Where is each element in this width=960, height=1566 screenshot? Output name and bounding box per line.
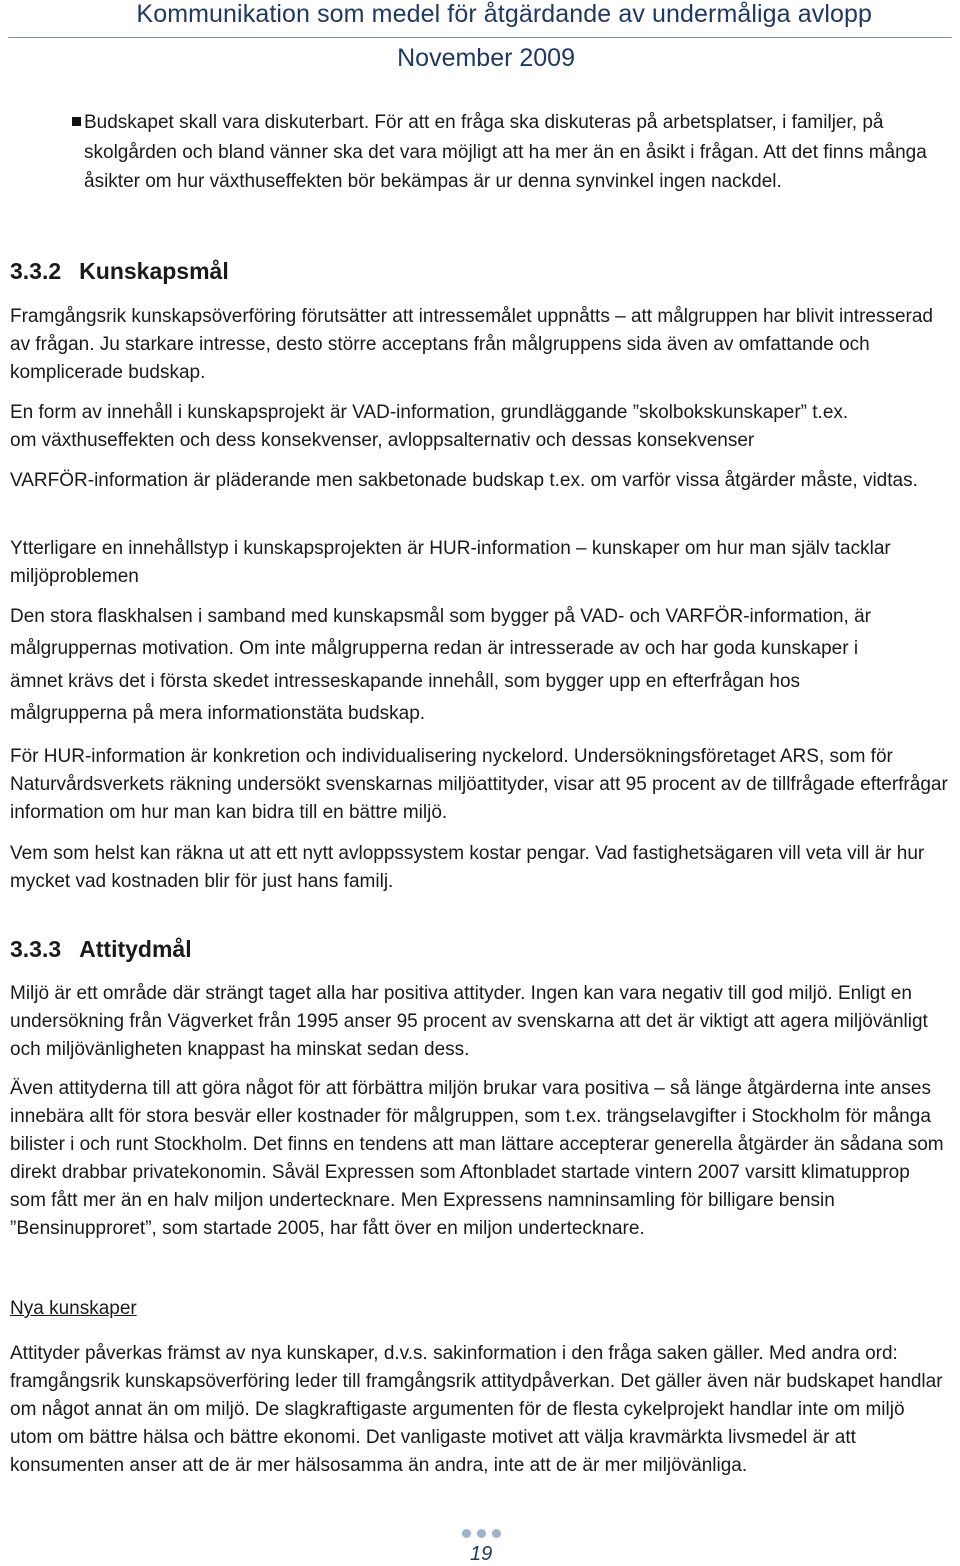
paragraph-text: målgrupperna på mera informationstäta budskap. xyxy=(10,703,426,724)
section-title: Kunskapsmål xyxy=(79,258,229,284)
paragraph xyxy=(10,427,950,455)
paragraph-text: Framgångsrik kunskapsöverföring förutsätter att intressemålet uppnåtts – att målgruppen har blivit intresserad av frågan. Ju starkare intresse, desto större acceptans från målgruppens sida även av omfattande och komplicerade budskap. xyxy=(10,306,934,383)
square-bullet-icon xyxy=(72,117,81,126)
paragraph-text: ämnet krävs det i första skedet intresseskapande innehåll, som bygger upp en efterfrågan hos xyxy=(10,671,801,692)
paragraph-text: Ytterligare en innehållstyp i kunskapsprojekten är HUR-information – kunskaper om hur man själv tacklar miljöproblemen xyxy=(10,538,891,587)
paragraph-text: En form av innehåll i kunskapsprojekt är VAD-information, grundläggande ”skolbokskunskaper” t.ex. xyxy=(10,402,849,423)
header-title: Kommunikation som medel för åtgärdande av undermåliga avlopp xyxy=(136,0,872,28)
paragraph-text: målgruppernas motivation. Om inte målgrupperna redan är intresserade av och har goda kunskaper i xyxy=(10,638,859,659)
section-heading-attitydmal xyxy=(10,936,950,968)
dot-icon xyxy=(477,1529,486,1538)
paragraph-text: om växthuseffekten och dess konsekvenser, avloppsalternativ och dessas konsekvenser xyxy=(10,430,755,451)
paragraph xyxy=(10,1340,950,1480)
section-number: 3.3.3 xyxy=(10,936,62,962)
footer-dots xyxy=(462,1529,501,1538)
paragraph xyxy=(10,840,950,896)
dot-icon xyxy=(492,1529,501,1538)
bullet-text: Budskapet skall vara diskuterbart. För att en fråga ska diskuteras på arbetsplatser, i familjer, på skolgården och bland vänner ska det vara möjligt att ha mer än en åsikt i frågan. Att det finns många åsikter om hur växthuseffekten bör bekämpas är ur denna synvinkel ingen nackdel. xyxy=(84,112,927,192)
paragraph xyxy=(10,635,950,663)
section-heading-kunskapsmal xyxy=(10,258,950,290)
paragraph xyxy=(10,303,950,387)
paragraph xyxy=(10,399,950,427)
subheading-text: Nya kunskaper xyxy=(10,1298,137,1319)
paragraph xyxy=(10,700,950,728)
header-date: November 2009 xyxy=(397,44,575,72)
paragraph-text: Attityder påverkas främst av nya kunskaper, d.v.s. sakinformation i den fråga saken gäller. Med andra ord: framgångsrik kunskapsöverföring leder till framgångsrik attitydpåverkan. Det gäller även när budskapet handlar om något annat än om miljö. De slagkraftigaste argumenten för de flesta cykelprojekt handlar inte om miljö utom om bättre hälsa och bättre ekonomi. Det vanligaste motivet att välja kravmärkta livsmedel är att konsumenten anser att de är mer hälsosamma än andra, inte att de är mer miljövänliga. xyxy=(10,1343,943,1476)
paragraph xyxy=(10,668,950,696)
paragraph xyxy=(10,980,950,1064)
paragraph-text: För HUR-information är konkretion och individualisering nyckelord. Undersökningsföretaget ARS, som för Naturvårdsverkets räkning undersökt svenskarnas miljöattityder, visar att 95 procent av de tillfrågade efterfrågar information om hur man kan bidra till en bättre miljö. xyxy=(10,746,948,823)
paragraph-text: Vem som helst kan räkna ut att ett nytt avloppssystem kostar pengar. Vad fastighetsägaren vill veta vill är hur mycket vad kostnaden blir för just hans familj. xyxy=(10,843,925,892)
bullet-item xyxy=(10,108,950,197)
section-number: 3.3.2 xyxy=(10,258,62,284)
header-divider xyxy=(8,37,952,38)
paragraph-text: Den stora flaskhalsen i samband med kunskapsmål som bygger på VAD- och VARFÖR-information, är xyxy=(10,606,871,627)
section-title: Attitydmål xyxy=(79,936,192,962)
paragraph-text: Även attityderna till att göra något för att förbättra miljön brukar vara positiva – så länge åtgärderna inte anses innebära allt för stora besvär eller kostnader för målgruppen, som t.ex. trängselavgifter i Stockholm för många bilister i och runt Stockholm. Det finns en tendens att man lättare accepterar generella åtgärder än sådana som direkt drabbar privatekonomin. Såväl Expressen som Aftonbladet startade vintern 2007 varsitt klimatupprop som fått mer än en halv miljon undertecknare. Men Expressens namninsamling för billigare bensin ”Bensinupproret”, som startade 2005, har fått över en miljon undertecknare. xyxy=(10,1078,944,1239)
paragraph xyxy=(10,467,950,495)
page-number: 19 xyxy=(470,1543,493,1565)
subheading xyxy=(10,1295,950,1323)
dot-icon xyxy=(462,1529,471,1538)
paragraph xyxy=(10,603,950,631)
paragraph xyxy=(10,1075,950,1243)
paragraph xyxy=(10,535,950,591)
paragraph-text: Miljö är ett område där strängt taget alla har positiva attityder. Ingen kan vara negativ till god miljö. Enligt en undersökning från Vägverket från 1995 anser 95 procent av svenskarna att det är viktigt att agera miljövänligt och miljövänligheten knappast ha minskat sedan dess. xyxy=(10,983,928,1060)
paragraph xyxy=(10,743,950,827)
paragraph-text: VARFÖR-information är pläderande men sakbetonade budskap t.ex. om varför vissa åtgärder måste, vidtas. xyxy=(10,470,918,491)
